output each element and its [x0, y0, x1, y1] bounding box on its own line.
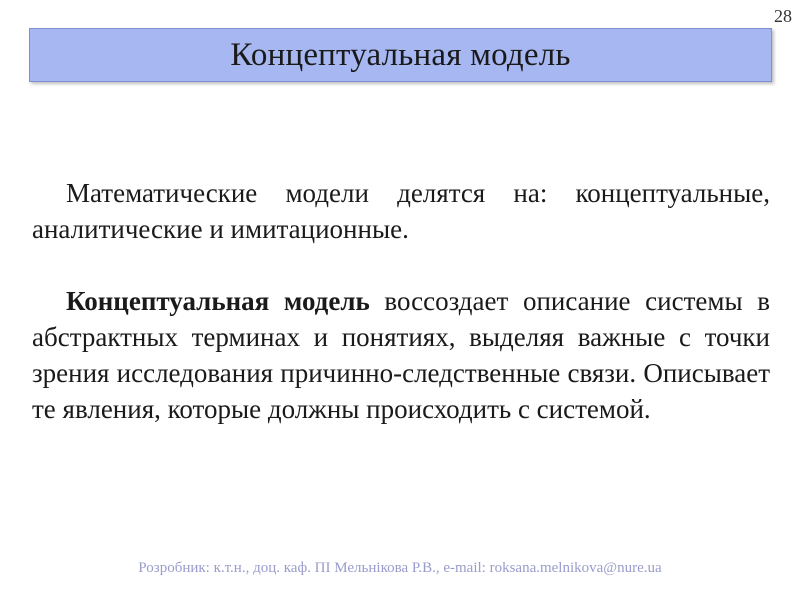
footer-author: Розробник: к.т.н., доц. каф. ПІ Мельнікова Р.В., e-mail: roksana.melnikova@nure.ua: [138, 560, 662, 576]
slide-body: [32, 175, 770, 427]
page-number: 28: [774, 6, 792, 26]
title-banner: [29, 28, 772, 82]
paragraph-conceptual-model: [32, 283, 770, 427]
term-conceptual-model: Концептуальная модель: [66, 286, 370, 316]
definition-text: воссоздает описание системы в абстрактных терминах и понятиях, выделяя важные с точки зрения исследования причинно-следственные связи. Описывает те явления, которые должны происходить с системой.: [32, 286, 771, 424]
paragraph-model-types: Математические модели делятся на: концептуальные, аналитические и имитационные.: [32, 178, 770, 244]
slide-title: Концептуальная модель: [230, 36, 571, 73]
